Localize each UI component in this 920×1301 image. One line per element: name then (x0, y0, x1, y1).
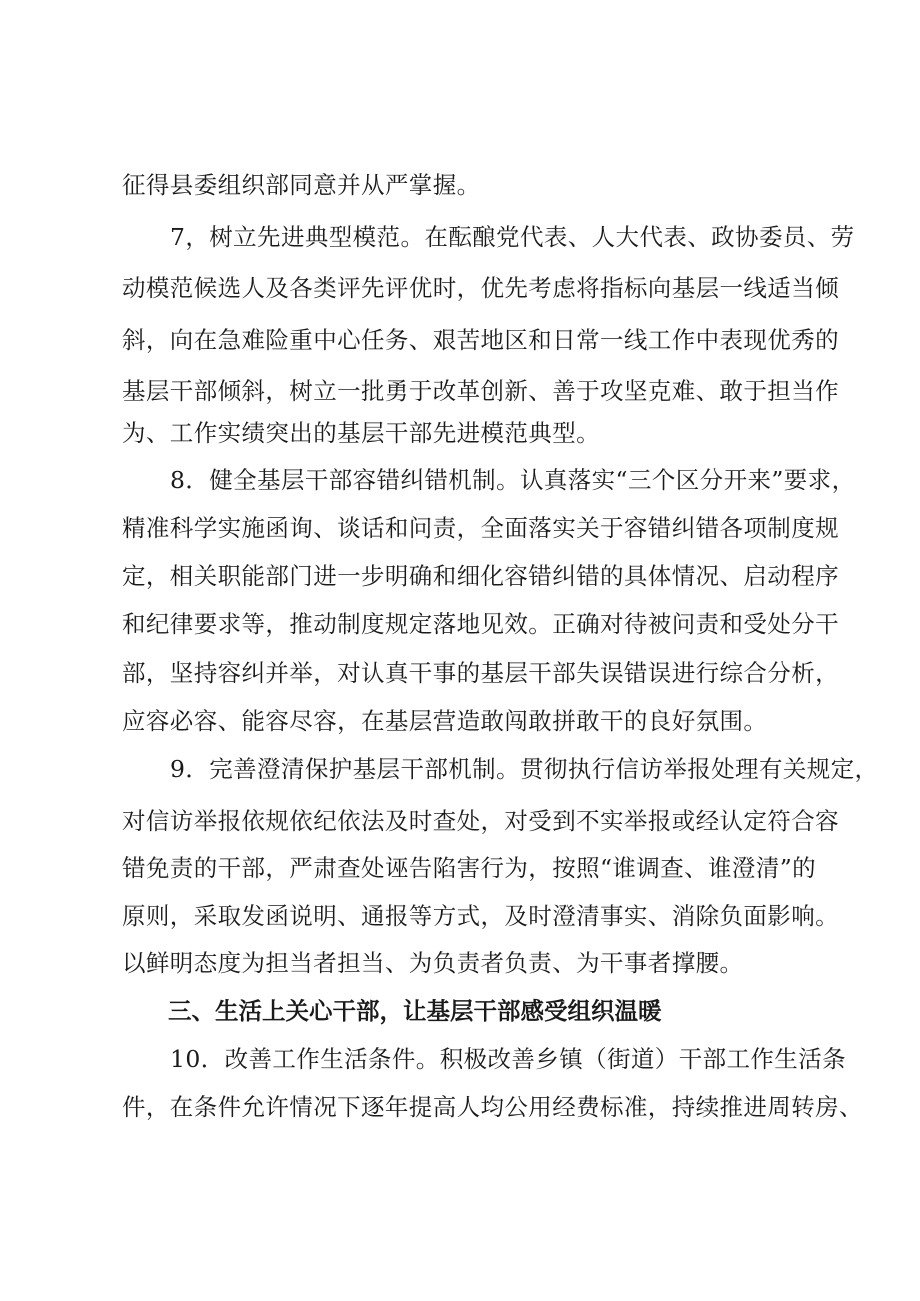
paragraph-9-line-3: 错免责的干部，严肃查处诬告陷害行为，按照“谁调查、谁澄清”的 (122, 854, 817, 882)
paragraph-9-line-1: 9．完善澄清保护基层干部机制。贯彻执行信访举报处理有关规定， (170, 755, 879, 783)
paragraph-8-line-4: 和纪律要求等，推动制度规定落地见效。正确对待被问责和受处分干 (122, 610, 839, 638)
paragraph-7-line-2: 动模范候选人及各类评先评优时，优先考虑将指标向基层一线适当倾 (122, 274, 839, 302)
paragraph-8-line-5: 部，坚持容纠并举，对认真干事的基层干部失误错误进行综合分析， (122, 659, 839, 687)
paragraph-7-line-5: 为、工作实绩突出的基层干部先进模范典型。 (122, 419, 600, 447)
section-3-heading: 三、生活上关心干部，让基层干部感受组织温暖 (168, 997, 662, 1025)
paragraph-7-line-1: 7，树立先进典型模范。在酝酿党代表、人大代表、政协委员、劳 (170, 223, 855, 251)
paragraph-7-line-4: 基层干部倾斜，树立一批勇于改革创新、善于攻坚克难、敢于担当作 (122, 377, 839, 405)
paragraph-6-line-continuation: 征得县委组织部同意并从严掌握。 (122, 171, 481, 199)
paragraph-10-line-2: 件，在条件允许情况下逐年提高人均公用经费标准，持续推进周转房、 (122, 1093, 863, 1121)
paragraph-7-line-3: 斜，向在急难险重中心任务、艰苦地区和日常一线工作中表现优秀的 (122, 326, 839, 354)
paragraph-9-line-2: 对信访举报依规依纪依法及时查处，对受到不实举报或经认定符合容 (122, 807, 839, 835)
paragraph-8-line-3: 定，相关职能部门进一步明确和细化容错纠错的具体情况、启动程序 (122, 562, 839, 590)
paragraph-9-line-5: 以鲜明态度为担当者担当、为负责者负责、为干事者撑腰。 (122, 949, 744, 977)
paragraph-9-line-4: 原则，采取发函说明、通报等方式，及时澄清事实、消除负面影响。 (122, 902, 839, 930)
paragraph-10-line-1: 10．改善工作生活条件。积极改善乡镇（街道）干部工作生活条 (170, 1045, 847, 1073)
paragraph-8-line-6: 应容必容、能容尽容，在基层营造敢闯敢拼敢干的良好氛围。 (122, 707, 768, 735)
paragraph-8-line-2: 精准科学实施函询、谈话和问责，全面落实关于容错纠错各项制度规 (122, 514, 839, 542)
paragraph-8-line-1: 8．健全基层干部容错纠错机制。认真落实“三个区分开来”要求， (170, 466, 856, 494)
